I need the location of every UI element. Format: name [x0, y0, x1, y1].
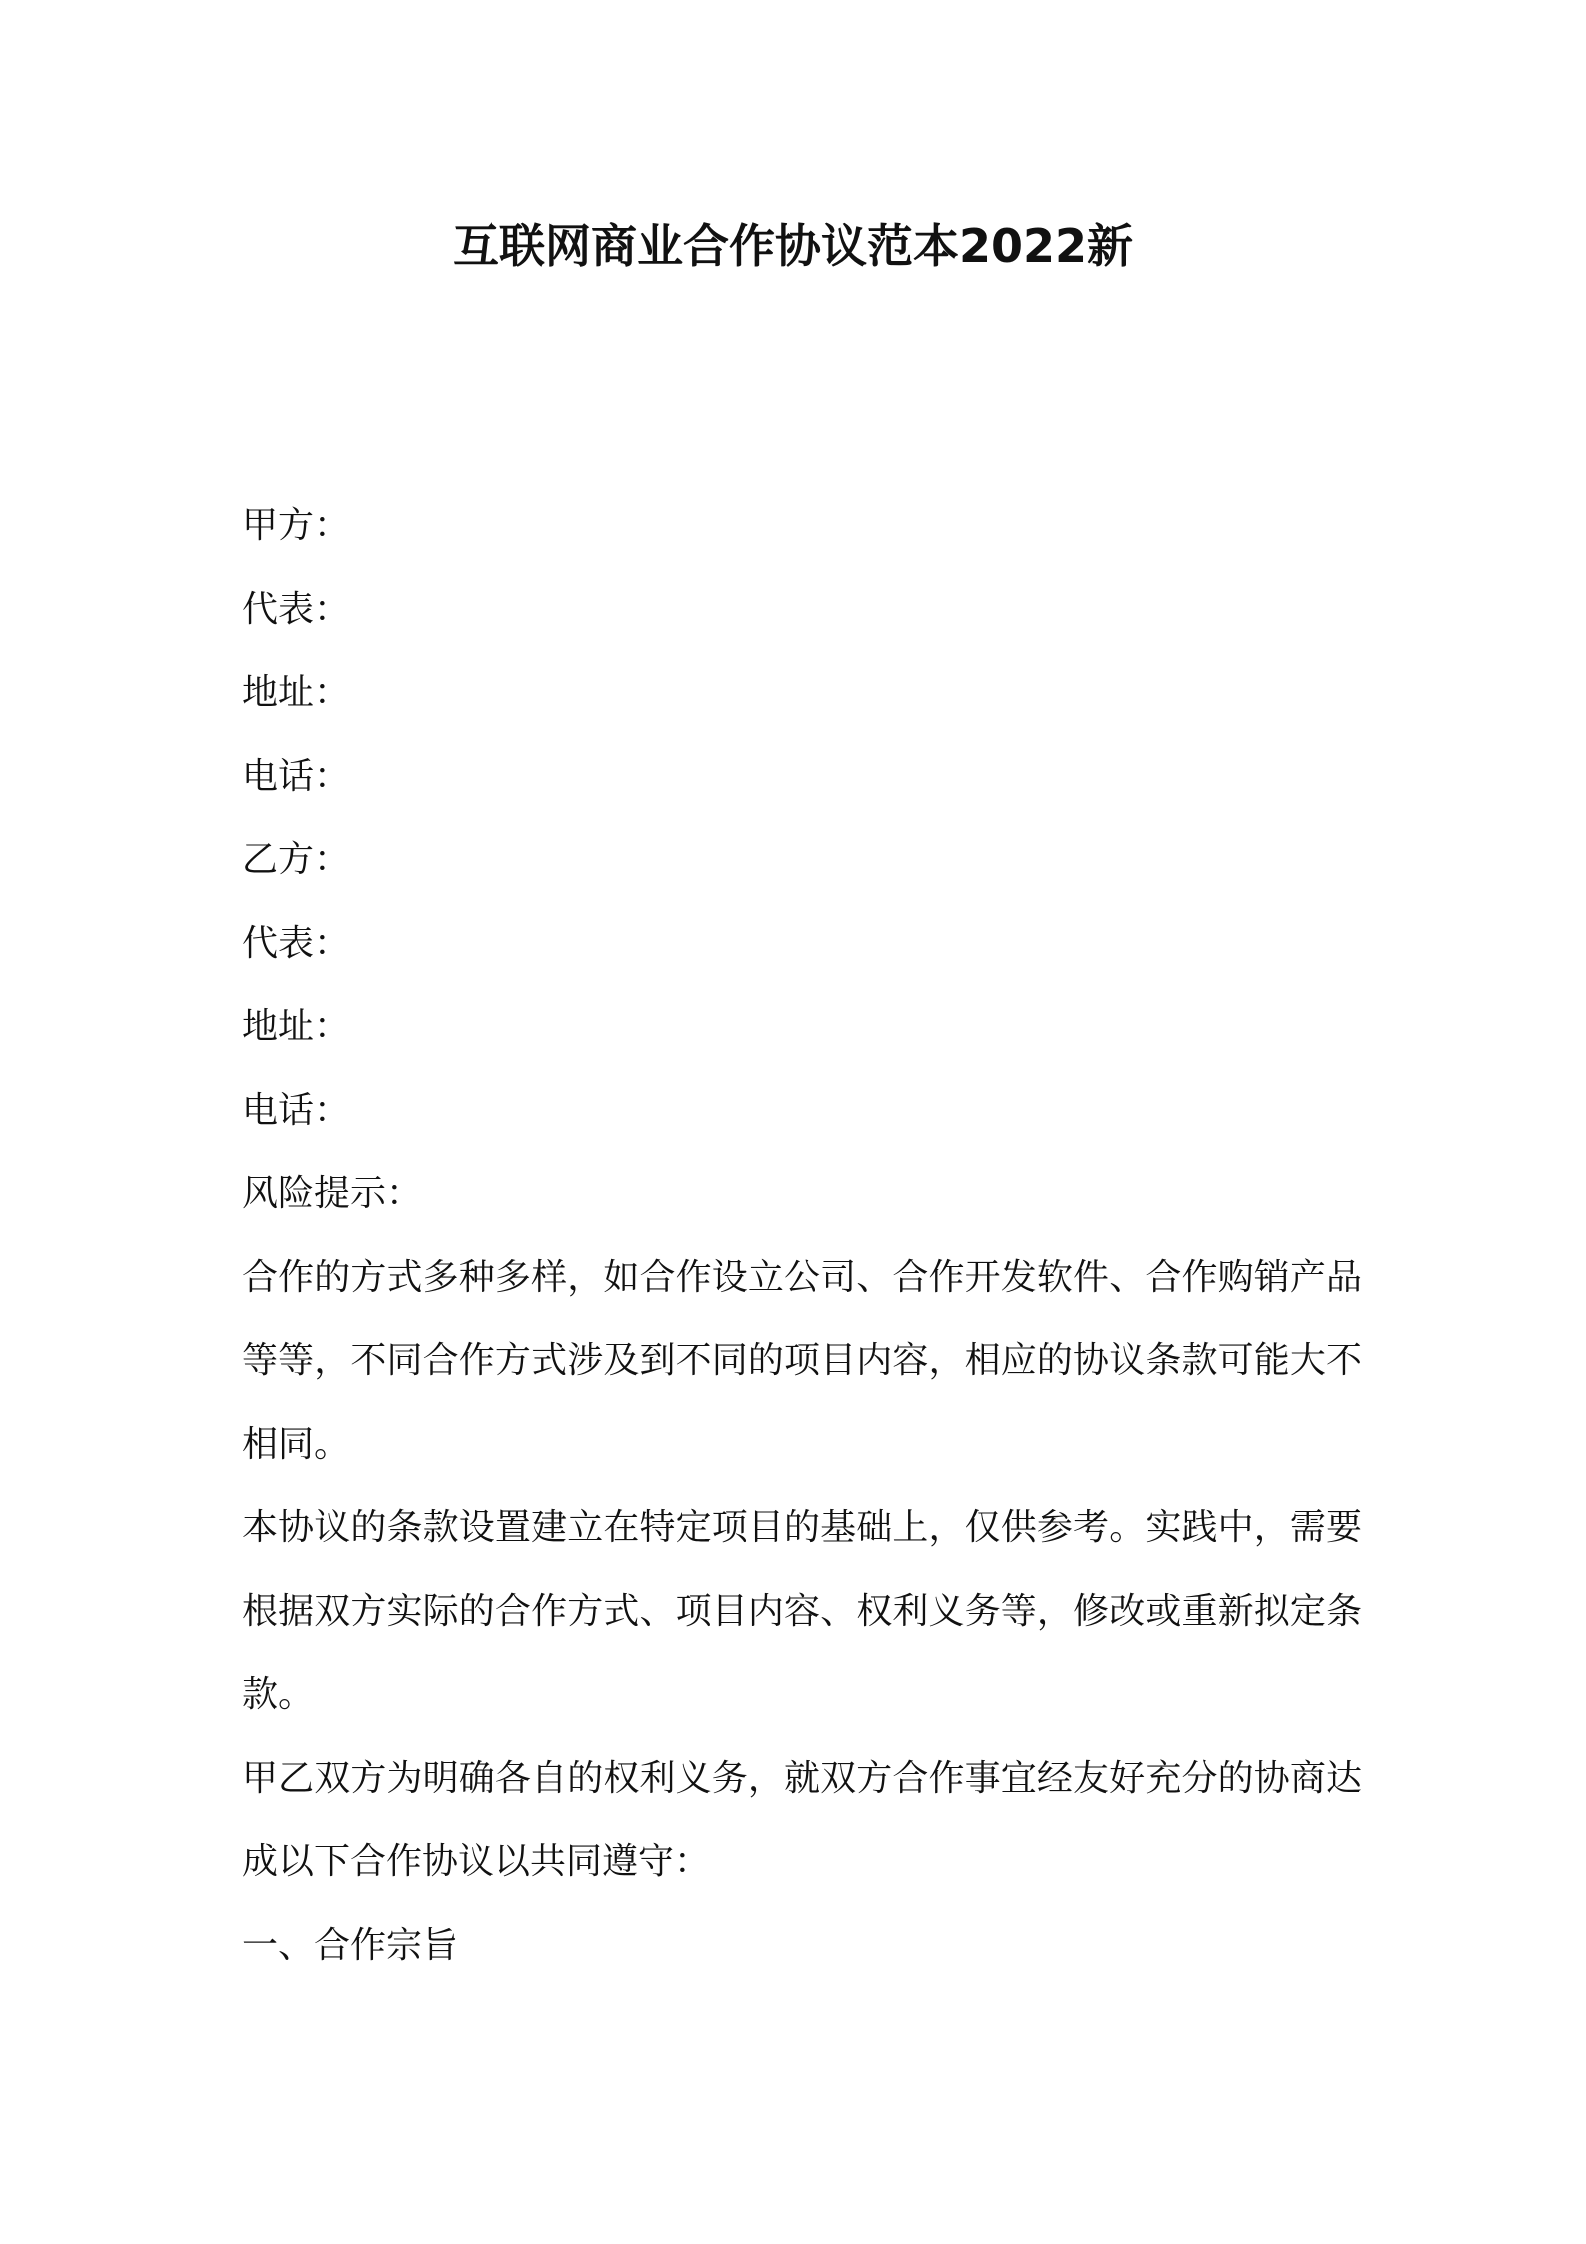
document-title: 互联网商业合作协议范本2022新 — [452, 219, 1134, 273]
document-body — [242, 484, 1362, 1987]
party-b-address-label: 地址： — [242, 1006, 351, 1047]
paragraph-cooperation-methods: 合作的方式多种多样，如合作设立公司、合作开发软件、合作购销产品等等，不同合作方式涉及到不同的项目内容，相应的协议条款可能大不相同。 — [242, 1256, 1362, 1465]
paragraph-agreement-intro: 甲乙双方为明确各自的权利义务，就双方合作事宜经友好充分的协商达成以下合作协议以共同遵守： — [242, 1757, 1362, 1882]
risk-heading: 风险提示： — [242, 1173, 423, 1214]
party-b-name-label: 乙方： — [242, 839, 351, 880]
paragraph-reference-note: 本协议的条款设置建立在特定项目的基础上，仅供参考。实践中，需要根据双方实际的合作方式、项目内容、权利义务等，修改或重新拟定条款。 — [242, 1507, 1362, 1715]
party-b-representative-label: 代表： — [242, 922, 351, 964]
party-a-name-label: 甲方： — [242, 505, 351, 546]
party-a-representative-label: 代表： — [242, 588, 351, 630]
section-1-heading: 一、合作宗旨 — [242, 1924, 459, 1966]
party-a-phone-label: 电话： — [242, 755, 351, 797]
party-a-address-label: 地址： — [242, 672, 351, 713]
party-b-phone-label: 电话： — [242, 1089, 351, 1131]
